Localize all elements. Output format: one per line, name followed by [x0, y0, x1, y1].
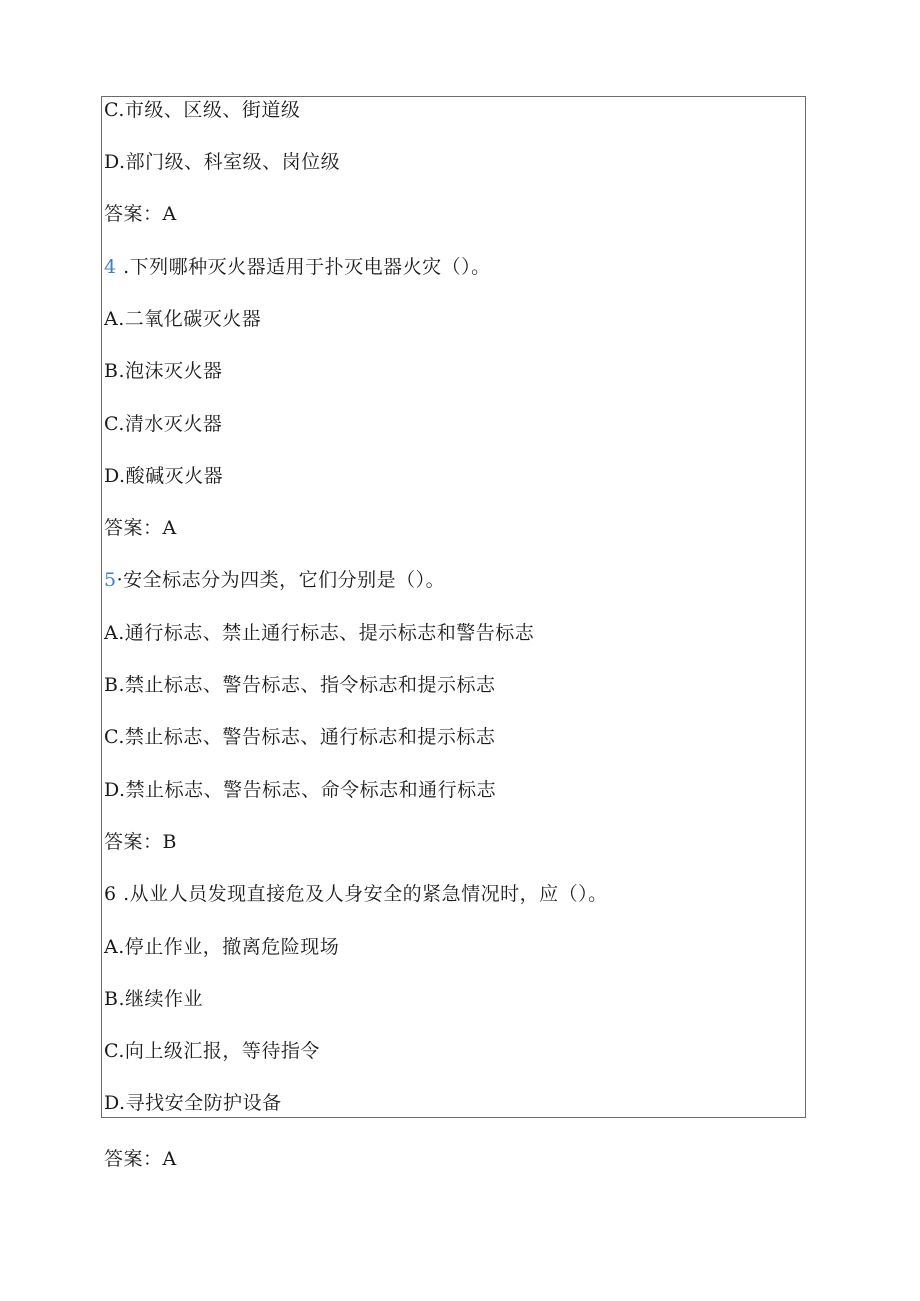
question-number: 6: [104, 883, 117, 905]
question-6: [104, 881, 608, 907]
option-4a: A.二氧化碳灭火器: [104, 308, 262, 330]
option-6c: C.向上级汇报，等待指令: [104, 1040, 320, 1062]
question-box: [101, 96, 806, 1118]
question-number: 5: [104, 569, 117, 591]
option-4b: B.泡沫灭火器: [104, 360, 223, 382]
option-5c: C.禁止标志、警告标志、通行标志和提示标志: [104, 726, 496, 748]
answer-4: 答案：A: [104, 517, 177, 539]
question-text: ·安全标志分为四类，它们分别是（）。: [116, 569, 446, 591]
option-6a: A.停止作业，撤离危险现场: [104, 936, 340, 958]
answer-5: 答案：B: [104, 831, 177, 853]
option-3d: D.部门级、科室级、岗位级: [104, 151, 341, 173]
option-4c: C.清水灭火器: [104, 413, 223, 435]
option-6b: B.继续作业: [104, 988, 204, 1010]
answer-3: 答案：A: [104, 203, 177, 225]
option-5b: B.禁止标志、警告标志、指令标志和提示标志: [104, 674, 496, 696]
option-6d: D.寻找安全防护设备: [104, 1092, 282, 1114]
option-5d: D.禁止标志、警告标志、命令标志和通行标志: [104, 779, 497, 801]
question-text: .从业人员发现直接危及人身安全的紧急情况时，应（）。: [116, 883, 608, 905]
question-text: .下列哪种灭火器适用于扑灭电器火灾（）。: [116, 256, 491, 278]
question-number: 4: [104, 256, 117, 278]
question-4: [104, 254, 491, 280]
question-5: [104, 567, 445, 593]
answer-6: 答案：A: [104, 1148, 177, 1170]
option-4d: D.酸碱灭火器: [104, 465, 224, 487]
option-3c: C.市级、区级、街道级: [104, 99, 301, 121]
option-5a: A.通行标志、禁止通行标志、提示标志和警告标志: [104, 622, 535, 644]
